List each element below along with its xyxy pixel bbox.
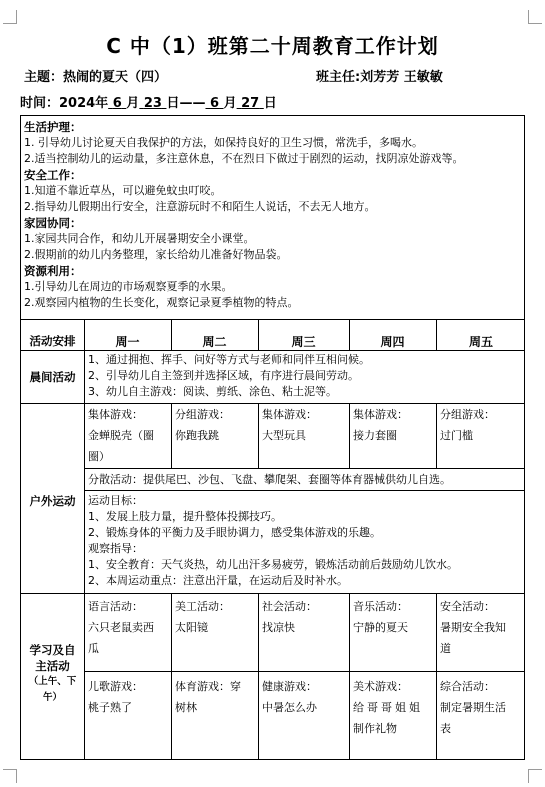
outdoor-goals	[88, 493, 458, 589]
meta-row	[24, 66, 525, 84]
page-title: C 中（1）班第二十周教育工作计划	[106, 34, 439, 58]
general-section	[24, 119, 521, 311]
day-header-fri: 周五	[468, 335, 493, 349]
time-month-2: 6	[210, 96, 220, 111]
home-coop-item: 2.假期前的幼儿内务整理，家长给幼儿准备好物品袋。	[24, 248, 288, 261]
outdoor-game-wed: 集体游戏： 大型玩具	[262, 408, 317, 442]
goal-heading: 运动目标：	[88, 494, 143, 507]
row-divider	[21, 319, 524, 320]
life-care-heading: 生活护理：	[24, 120, 82, 134]
morning-activities	[88, 352, 370, 400]
day-header-mon: 周一	[115, 335, 140, 349]
study-am-mon: 语言活动： 六只老鼠卖西 瓜	[88, 600, 154, 655]
time-unit: 月	[223, 96, 237, 111]
time-prefix: 时间：2024年	[20, 96, 109, 111]
plan-table	[20, 115, 525, 760]
morning-item: 2、引导幼儿自主签到并选择区域，有序进行晨间劳动。	[88, 369, 359, 382]
time-day-1: 23	[143, 96, 162, 111]
day-header-wed: 周三	[291, 335, 316, 349]
morning-item: 1、通过拥抱、挥手、问好等方式与老师和同伴互相问候。	[88, 353, 370, 366]
crop-mark-bottom-right	[528, 769, 542, 783]
outdoor-label: 户外运动	[29, 494, 76, 508]
outdoor-game-fri: 分组游戏： 过门槛	[440, 408, 495, 442]
time-row	[20, 92, 277, 111]
safety-item: 2.指导幼儿假期出行安全，注意游玩时不和陌生人说话，不去无人地方。	[24, 200, 376, 213]
safety-item: 1.知道不靠近草丛，可以避免蚊虫叮咬。	[24, 184, 222, 197]
study-pm-thu: 美术游戏： 给哥哥姐姐 制作礼物	[353, 680, 423, 735]
guide-item: 2、本周运动重点：注意出汗量，在运动后及时补水。	[88, 574, 348, 587]
goal-item: 2、锻炼身体的平衡力及手眼协调力，感受集体游戏的乐趣。	[88, 526, 381, 539]
row-divider	[84, 671, 524, 672]
life-care-item: 1. 引导幼儿讨论夏天自我保护的方法，如保持良好的卫生习惯，常洗手，多喝水。	[24, 136, 423, 149]
home-coop-heading: 家园协同：	[24, 216, 82, 230]
home-coop-item: 1.家园共同合作，和幼儿开展暑期安全小课堂。	[24, 232, 255, 245]
row-divider	[84, 490, 524, 491]
crop-mark-top-left	[3, 10, 17, 24]
guide-heading: 观察指导：	[88, 542, 143, 555]
time-unit: 日——	[166, 96, 206, 111]
study-pm-tue: 体育游戏：穿 树林	[175, 680, 241, 714]
row-divider	[21, 350, 524, 351]
goal-item: 1、发展上肢力量，提升整体投掷技巧。	[88, 510, 282, 523]
study-pm-fri: 综合活动： 制定暑期生活 表	[440, 680, 506, 735]
study-am-wed: 社会活动： 找凉快	[262, 600, 317, 634]
study-pm-mon: 儿歌游戏： 桃子熟了	[88, 680, 143, 714]
row-divider	[21, 593, 524, 594]
resource-item: 1.引导幼儿在周边的市场观察夏季的水果。	[24, 280, 233, 293]
row-divider	[84, 468, 524, 469]
crop-mark-top-right	[528, 10, 542, 24]
study-am-fri: 安全活动： 暑期安全我知 道	[440, 600, 506, 655]
activity-column-label: 活动安排	[29, 334, 76, 348]
time-unit: 月	[126, 96, 140, 111]
life-care-item: 2.适当控制幼儿的运动量，多注意休息，不在烈日下做过于剧烈的运动，找阴凉处游戏等。	[24, 152, 464, 165]
teacher-label: 班主任:刘芳芳 王敏敏	[316, 70, 443, 85]
study-am-thu: 音乐活动： 宁静的夏天	[353, 600, 408, 634]
resource-item: 2.观察园内植物的生长变化，观察记录夏季植物的特点。	[24, 296, 299, 309]
guide-item: 1、安全教育：天气炎热，幼儿出汗多易疲劳，锻炼活动前后鼓励幼儿饮水。	[88, 558, 458, 571]
theme-label: 主题：热闹的夏天（四）	[24, 70, 168, 85]
study-pm-wed: 健康游戏： 中暑怎么办	[262, 680, 317, 714]
outdoor-game-thu: 集体游戏： 接力套圈	[353, 408, 408, 442]
time-month-1: 6	[112, 96, 122, 111]
day-header-thu: 周四	[380, 335, 405, 349]
crop-mark-bottom-left	[3, 769, 17, 783]
study-label: 学习及自 主活动 （上午、下 午）	[28, 643, 77, 703]
resource-heading: 资源利用：	[24, 264, 82, 278]
morning-label: 晨间活动	[29, 370, 76, 384]
safety-heading: 安全工作：	[24, 168, 82, 182]
outdoor-game-mon: 集体游戏： 金蝉脱壳（圈 圈）	[88, 408, 154, 463]
outdoor-game-tue: 分组游戏： 你跑我跳	[175, 408, 230, 442]
study-am-tue: 美工活动： 太阳镜	[175, 600, 230, 634]
time-day-2: 27	[241, 96, 260, 111]
morning-item: 3、幼儿自主游戏：阅读、剪纸、涂色、粘土泥等。	[88, 385, 337, 398]
scatter-activity: 分散活动：提供尾巴、沙包、飞盘、攀爬架、套圈等体育器械供幼儿自选。	[88, 473, 451, 486]
time-unit: 日	[263, 96, 277, 111]
day-header-tue: 周二	[202, 335, 227, 349]
